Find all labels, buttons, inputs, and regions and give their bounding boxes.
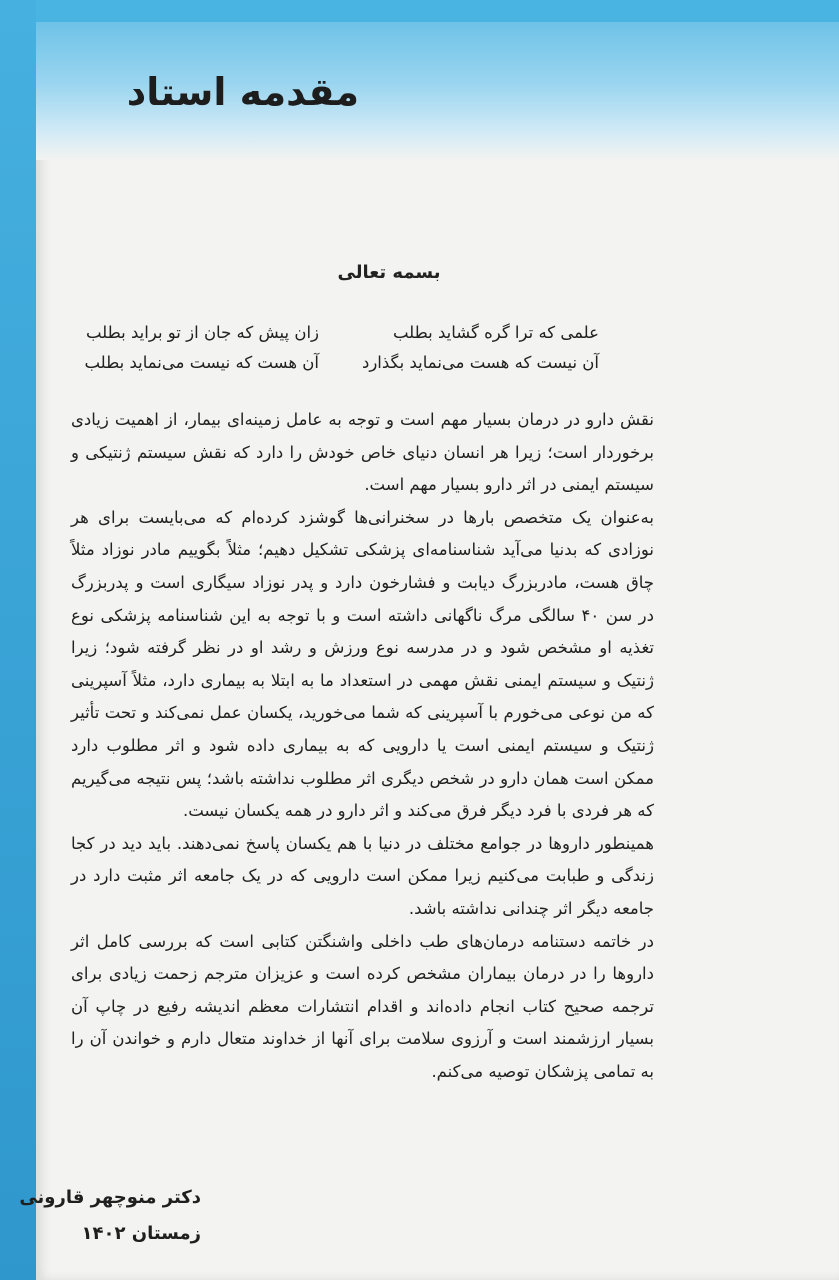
cover-left-bar xyxy=(0,0,36,1280)
poem-right-column xyxy=(362,318,599,378)
paragraph: همینطور داروها در جوامع مختلف در دنیا با هم یکسان پاسخ نمی‌دهند. باید دید در کجا زندگی و طبابت می‌کنیم زیرا ممکن است دارویی که در یک جامعه اثر مثبت دارد در جامعه دیگر اثر چندانی نداشته باشد. xyxy=(71,833,654,918)
poem-line: زان پیش که جان از تو براید بطلب xyxy=(85,323,319,342)
signature-date: زمستان ۱۴۰۲ xyxy=(81,1223,201,1244)
book-page xyxy=(19,22,839,1280)
cover-top-strip xyxy=(0,0,839,22)
paragraph: نقش دارو در درمان بسیار مهم است و توجه به عامل زمینه‌ای بیمار، از اهمیت زیادی برخوردار است؛ زیرا هر انسان دنیای خاص خودش را دارد که نقش سیستم ژنتیکی و سیستم ایمنی در اثر دارو بسیار مهم است. xyxy=(71,410,654,495)
preface-body xyxy=(71,404,654,1088)
author-name: دکتر منوچهر قارونی xyxy=(19,1187,201,1208)
poem-left-column xyxy=(84,318,319,378)
page-title: مقدمه استاد xyxy=(126,70,359,114)
poem-line: آن هست که نیست می‌نماید بطلب xyxy=(84,353,319,372)
paragraph: در خاتمه دستنامه درمان‌های طب داخلی واشنگتن کتابی است که بررسی کامل اثر داروها را در درمان بیماران مشخص کرده است و عزیزان مترجم زحمت زیادی برای ترجمه صحیح کتاب انجام داده‌اند و اقدام انتشارات معظم اندیشه رفیع در چاپ آن بسیار ارزشمند است و آرزوی سلامت برای آنها از خداوند متعال دارم و خواندن آن را به تمامی پزشکان توصیه می‌کنم. xyxy=(71,931,654,1081)
paragraph: به‌عنوان یک متخصص بارها در سخنرانی‌ها گوشزد کرده‌ام که می‌بایست برای هر نوزادی که بدنیا می‌آید شناسنامه‌ای پزشکی تشکیل دهیم؛ مثلاً بگوییم مادر نوزاد مثلاً چاق هست، مادربزرگ دیابت و فشارخون دارد و پدر نوزاد سیگاری است و پدربزرگ در سن ۴۰ سالگی مرگ ناگهانی داشته است و با توجه به این شناسنامه پزشکی نوع تغذیه او مشخص شود و در مدرسه نوع ورزش و رشد او در نظر گرفته شود؛ زیرا ژنتیک و سیستم ایمنی نقش مهمی در استعداد ما به ابتلا به بیماری دارد، مثلاً آسپرینی که من نوعی می‌خورم با آسپرینی که شما می‌خورید، یکسان عمل نمی‌کند و تحت تأثیر ژنتیک و سیستم ایمنی است یا دارویی که به بیماری داده شود و اثر مطلوب دارد ممکن است همان دارو در شخص دیگری اثر مطلوب نداشته باشد؛ پس نتیجه می‌گیریم که هر فردی با فرد دیگر فرق می‌کند و اثر دارو در همه یکسان نیست. xyxy=(71,507,654,821)
basmala: بسمه تعالی xyxy=(337,262,441,283)
poem-line: آن نیست که هست می‌نماید بگذارد xyxy=(361,353,599,372)
signature-block xyxy=(19,1180,201,1252)
poem-line: علمی که ترا گره گشاید بطلب xyxy=(392,323,599,342)
